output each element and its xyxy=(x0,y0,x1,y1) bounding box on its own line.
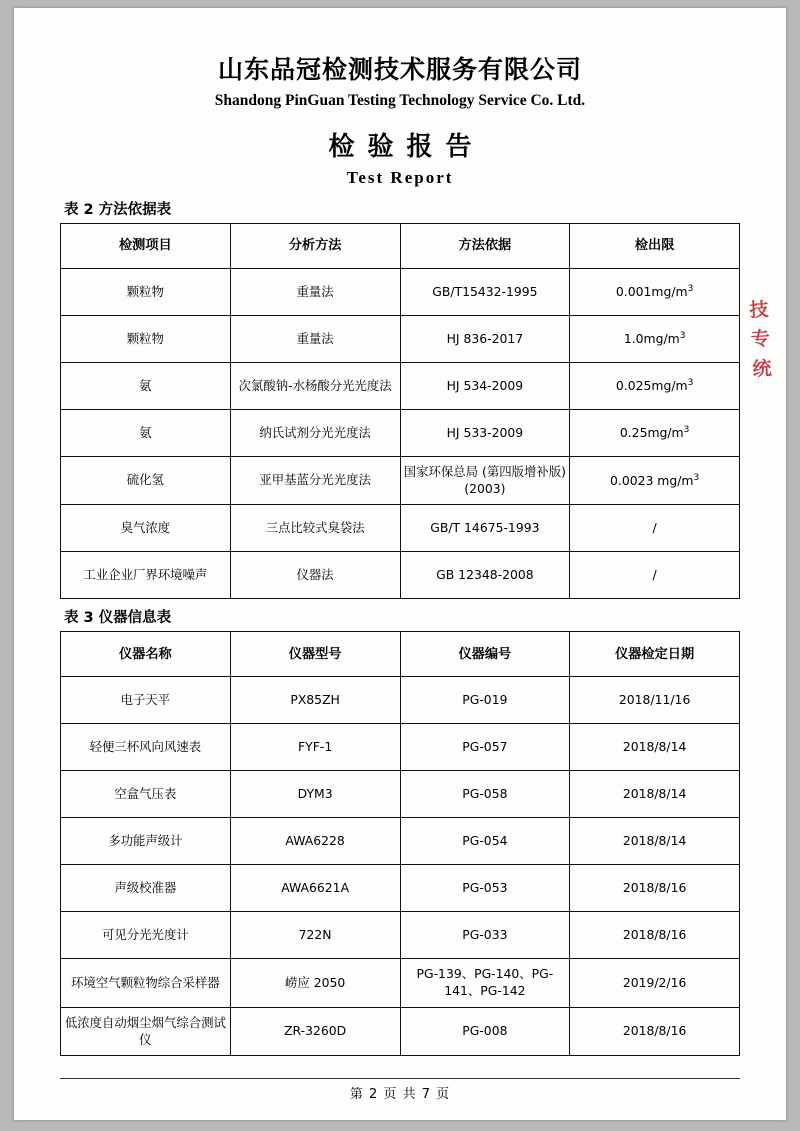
cell-method: 次氯酸钠-水杨酸分光光度法 xyxy=(230,363,400,410)
cell-instrument-name: 轻便三杯风向风速表 xyxy=(61,724,231,771)
cell-calibration-date: 2018/8/14 xyxy=(570,724,740,771)
table2-caption: 表 2 方法依据表 xyxy=(64,202,172,218)
cell-method: 仪器法 xyxy=(230,552,400,599)
method-basis-table xyxy=(60,223,740,599)
page-content xyxy=(14,8,786,1120)
cell-instrument-id: PG-019 xyxy=(400,677,570,724)
report-title-cn: 检验报告 xyxy=(328,132,485,162)
cell-limit: / xyxy=(570,552,740,599)
table-row xyxy=(61,410,740,457)
cell-instrument-id: PG-057 xyxy=(400,724,570,771)
table-row xyxy=(61,865,740,912)
cell-limit: $0.25mg/m^3$ xyxy=(570,410,740,457)
cell-instrument-model: DYM3 xyxy=(230,771,400,818)
cell-instrument-model: AWA6228 xyxy=(230,818,400,865)
table2-col-2: 方法依据 xyxy=(400,224,570,269)
cell-limit: $0.025mg/m^3$ xyxy=(570,363,740,410)
cell-instrument-id: PG-053 xyxy=(400,865,570,912)
document-page xyxy=(14,8,786,1120)
cell-item: 硫化氢 xyxy=(61,457,231,505)
cell-item: 臭气浓度 xyxy=(61,505,231,552)
company-name-cn: 山东品冠检测技术服务有限公司 xyxy=(217,55,582,84)
cell-item: 氨 xyxy=(61,363,231,410)
table-row xyxy=(61,363,740,410)
table-row xyxy=(61,316,740,363)
page-footer: 第 2 页 共 7 页 xyxy=(349,1087,451,1102)
cell-item: 工业企业厂界环境噪声 xyxy=(61,552,231,599)
cell-standard: HJ 534-2009 xyxy=(400,363,570,410)
table3-col-3: 仪器检定日期 xyxy=(570,632,740,677)
cell-instrument-model: 崂应 2050 xyxy=(230,959,400,1007)
cell-instrument-name: 环境空气颗粒物综合采样器 xyxy=(61,959,231,1007)
cell-instrument-id: PG-033 xyxy=(400,912,570,959)
stamp-char-1: 专 xyxy=(750,327,771,351)
cell-instrument-id: PG-008 xyxy=(400,1007,570,1055)
table-header-row xyxy=(61,632,740,677)
cell-standard: HJ 836-2017 xyxy=(400,316,570,363)
cell-method: 重量法 xyxy=(230,316,400,363)
report-title-en: Test Report xyxy=(346,168,454,187)
cell-instrument-model: AWA6621A xyxy=(230,865,400,912)
cell-item: 氨 xyxy=(61,410,231,457)
table-row xyxy=(61,724,740,771)
cell-method: 三点比较式臭袋法 xyxy=(230,505,400,552)
cell-limit: / xyxy=(570,505,740,552)
table-row xyxy=(61,552,740,599)
cell-instrument-id: PG-139、PG-140、PG-141、PG-142 xyxy=(400,959,570,1007)
cell-instrument-name: 低浓度自动烟尘烟气综合测试仪 xyxy=(61,1007,231,1055)
table-row xyxy=(61,771,740,818)
cell-instrument-model: ZR-3260D xyxy=(230,1007,400,1055)
cell-method: 亚甲基蓝分光光度法 xyxy=(230,457,400,505)
cell-limit: $1.0mg/m^3$ xyxy=(570,316,740,363)
table-header-row xyxy=(61,224,740,269)
table-row xyxy=(61,505,740,552)
cell-limit: $0.001mg/m^3$ xyxy=(570,269,740,316)
cell-calibration-date: 2019/2/16 xyxy=(570,959,740,1007)
cell-calibration-date: 2018/8/16 xyxy=(570,912,740,959)
table3-col-2: 仪器编号 xyxy=(400,632,570,677)
table2-col-3: 检出限 xyxy=(570,224,740,269)
table-row xyxy=(61,269,740,316)
cell-standard: GB 12348-2008 xyxy=(400,552,570,599)
cell-instrument-model: PX85ZH xyxy=(230,677,400,724)
table-row xyxy=(61,818,740,865)
instrument-info-table xyxy=(60,631,740,1056)
table-row xyxy=(61,457,740,505)
table-row xyxy=(61,959,740,1007)
cell-standard: 国家环保总局 (第四版增补版) (2003) xyxy=(400,457,570,505)
company-name-en: Shandong PinGuan Testing Technology Service Co. Ltd. xyxy=(214,92,586,109)
red-seal-stamp xyxy=(740,295,784,442)
cell-method: 重量法 xyxy=(230,269,400,316)
table-row xyxy=(61,677,740,724)
cell-calibration-date: 2018/8/16 xyxy=(570,865,740,912)
table3-col-1: 仪器型号 xyxy=(230,632,400,677)
cell-instrument-name: 声级校准器 xyxy=(61,865,231,912)
table2-col-1: 分析方法 xyxy=(230,224,400,269)
cell-item: 颗粒物 xyxy=(61,316,231,363)
cell-calibration-date: 2018/11/16 xyxy=(570,677,740,724)
cell-instrument-id: PG-058 xyxy=(400,771,570,818)
cell-instrument-name: 空盒气压表 xyxy=(61,771,231,818)
cell-instrument-model: 722N xyxy=(230,912,400,959)
cell-calibration-date: 2018/8/16 xyxy=(570,1007,740,1055)
cell-method: 纳氏试剂分光光度法 xyxy=(230,410,400,457)
table3-col-0: 仪器名称 xyxy=(61,632,231,677)
cell-standard: GB/T15432-1995 xyxy=(400,269,570,316)
table-row xyxy=(61,1007,740,1055)
table-row xyxy=(61,912,740,959)
table3-caption: 表 3 仪器信息表 xyxy=(64,610,172,627)
cell-instrument-model: FYF-1 xyxy=(230,724,400,771)
cell-standard: GB/T 14675-1993 xyxy=(400,505,570,552)
cell-instrument-id: PG-054 xyxy=(400,818,570,865)
cell-instrument-name: 可见分光光度计 xyxy=(61,912,231,959)
table2-col-0: 检测项目 xyxy=(61,224,231,269)
cell-calibration-date: 2018/8/14 xyxy=(570,818,740,865)
stamp-char-2: 统 xyxy=(751,357,773,381)
cell-standard: HJ 533-2009 xyxy=(400,410,570,457)
stamp-char-0: 技 xyxy=(748,298,770,322)
cell-item: 颗粒物 xyxy=(61,269,231,316)
cell-limit: 0.0023 $mg/m^3$ xyxy=(570,457,740,505)
cell-instrument-name: 多功能声级计 xyxy=(61,818,231,865)
cell-calibration-date: 2018/8/14 xyxy=(570,771,740,818)
cell-instrument-name: 电子天平 xyxy=(61,677,231,724)
footer-divider xyxy=(60,1078,740,1079)
